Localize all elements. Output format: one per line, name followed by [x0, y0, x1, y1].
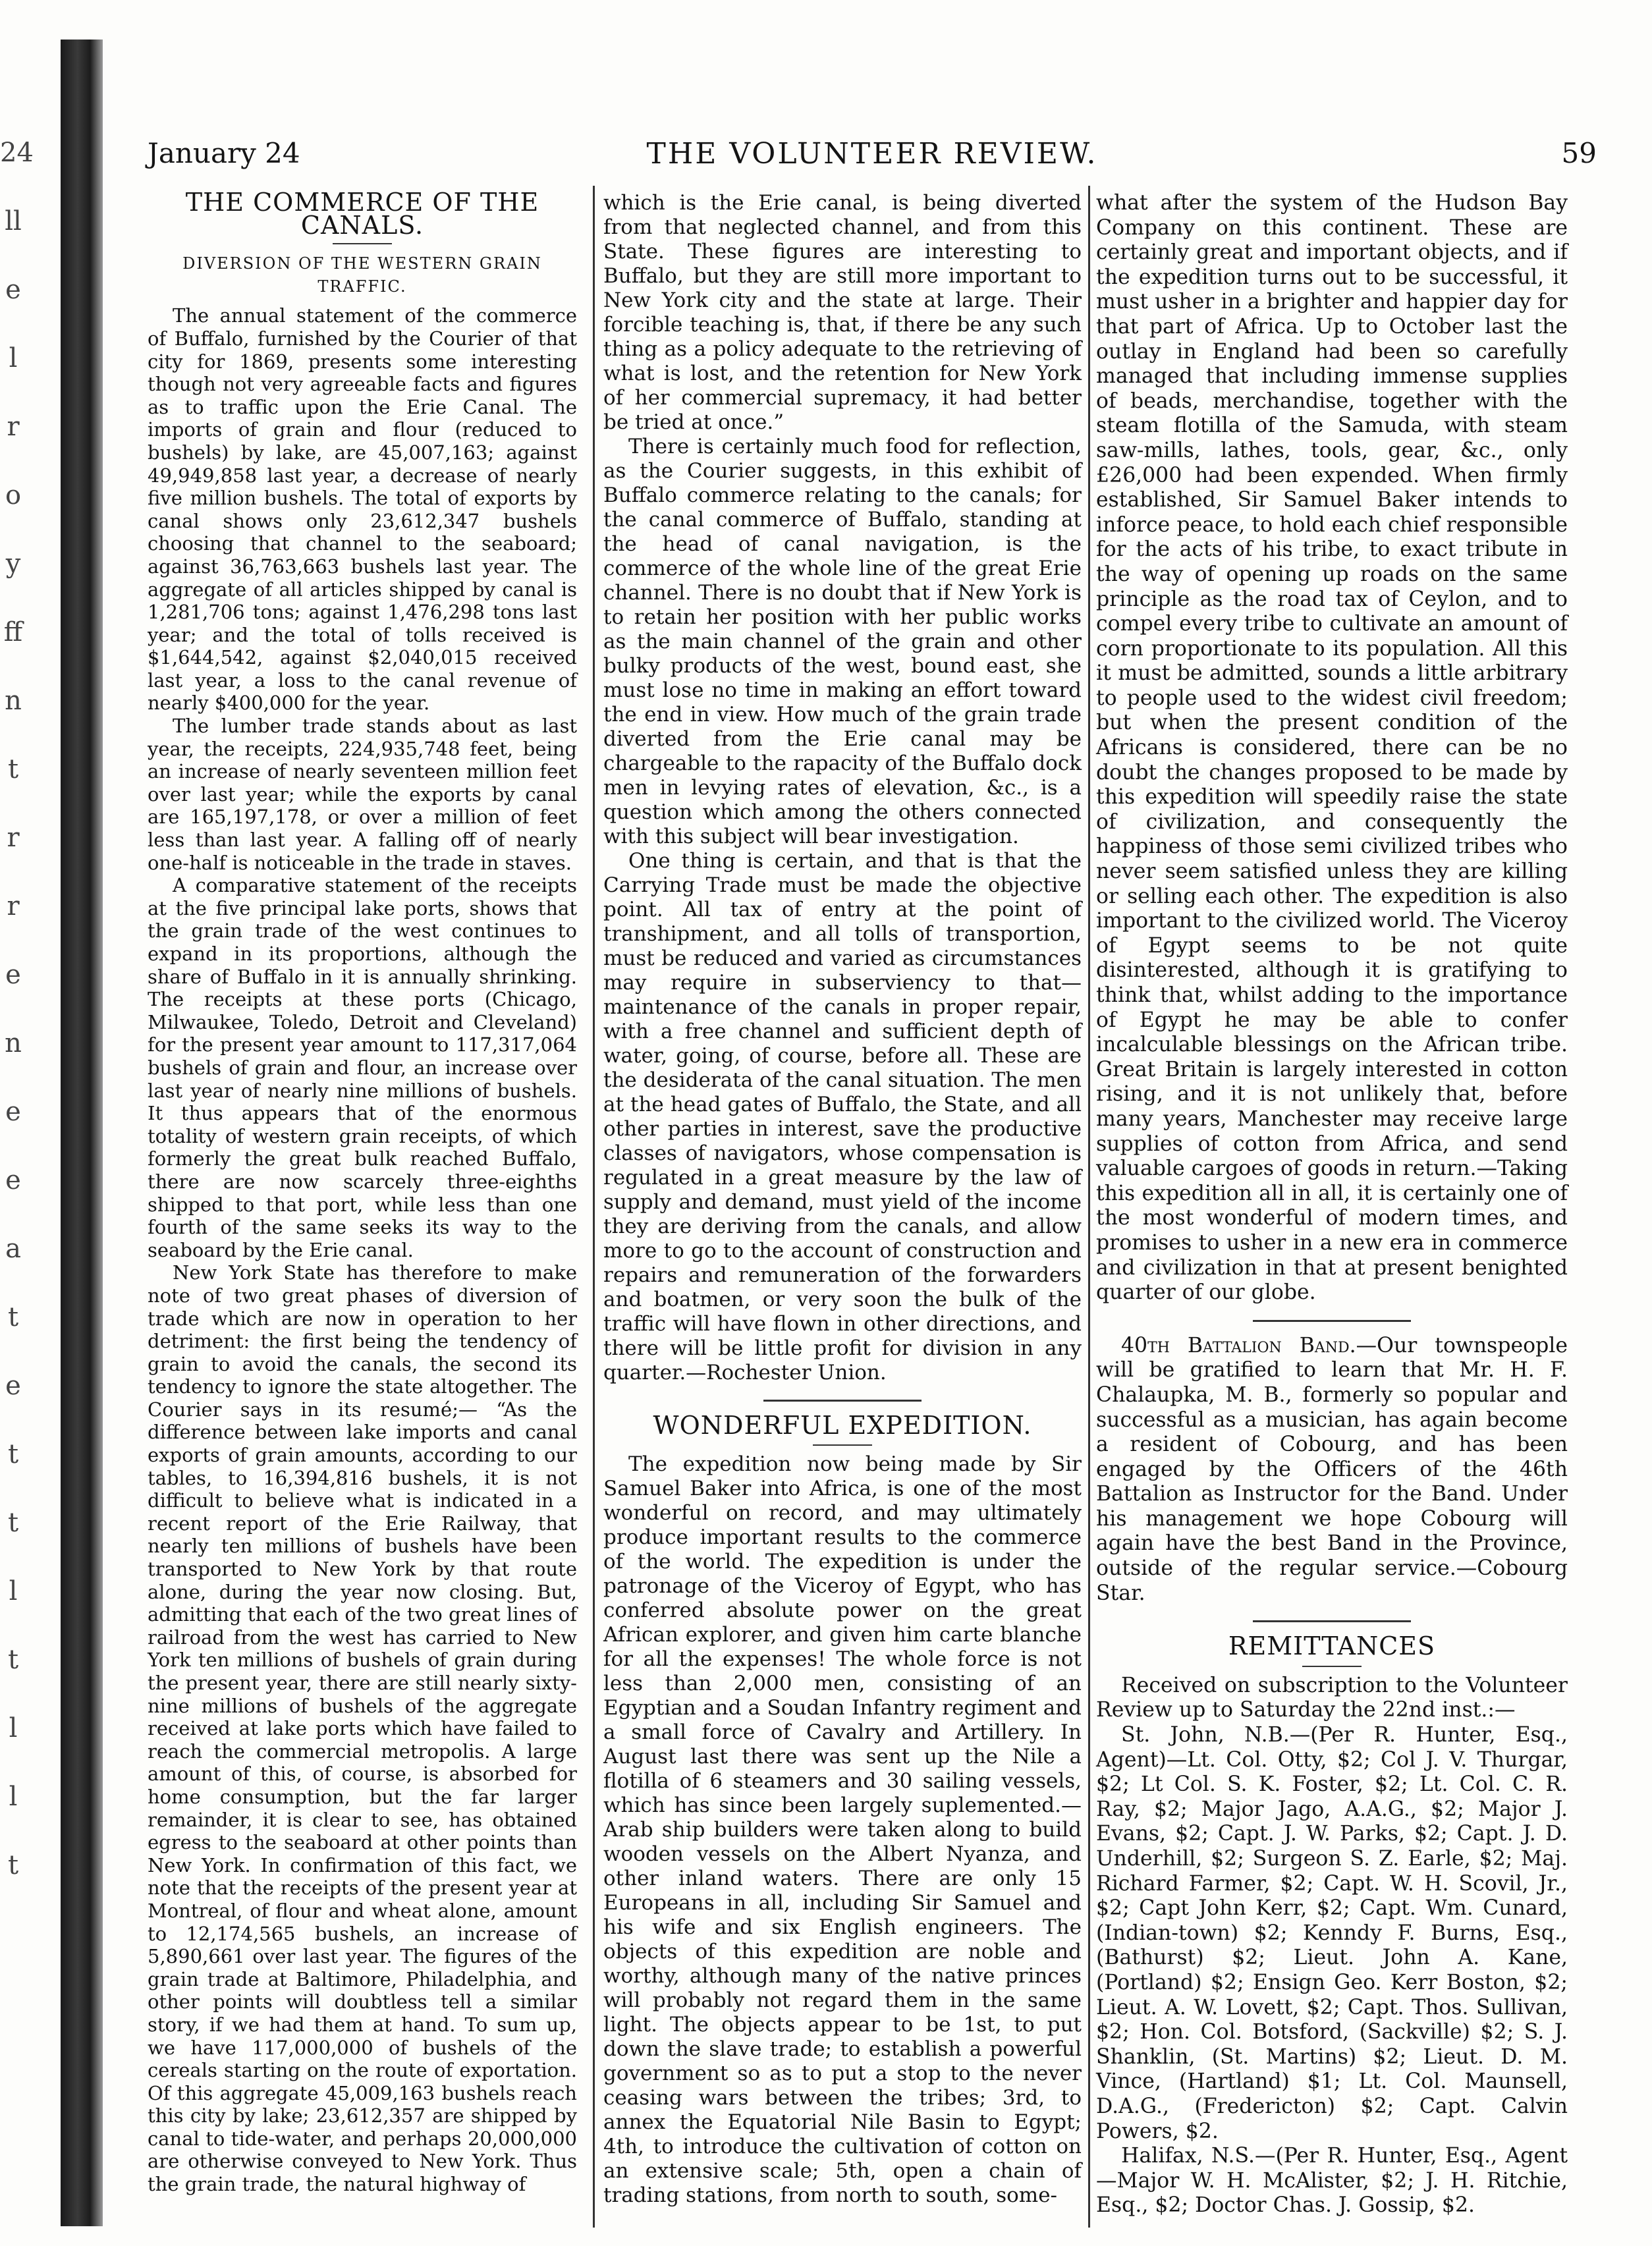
- paragraph: The expedition now being made by Sir Samuel Baker into Africa, is one of the most wonderful on record, and may ultimately produce important results to the commerce of the world. The expedition is under the patronage of the Viceroy of Egypt, who has conferred absolute power on the great African explorer, and given him carte blanche for all the expenses! The whole force is not less than 2,000 men, consisting of an Egyptian and a Soudan Infantry regiment and a small force of Cavalry and Artillery. In August last there was sent up the Nile a flotilla of 6 steamers and 30 sailing vessels, which has since been largely suplemented.—Arab ship builders were taken along to build wooden vessels on the Albert Nyanza, and other inland waters. There are only 15 Europeans in all, including Sir Samuel and his wife and six English engineers. The objects of this expedition are noble and worthy, although many of the native princes will probably not regard them in the same light. The objects appear to be 1st, to put down the slave trade; to establish a powerful government so as to put a stop to the never ceasing wars between the tribes; 3rd, to annex the Equatorial Nile Basin to Egypt; 4th, to introduce the cultivation of cotton on an extensive scale; 5th, open a chain of trading stations, from north to south, some-: [603, 1452, 1082, 2207]
- paragraph: what after the system of the Hudson Bay Company on this continent. These are certainly great and important objects, and if the expedition turns out to be successful, it must usher in a brighter and happier day for that part of Africa. Up to October last the outlay in England had been so carefully managed that including immense supplies of beads, merchandise, together with the steam flotilla of the Samuda, with steam saw-mills, lathes, tools, gear, &c., only £26,000 had been expended. When firmly established, Sir Samuel Baker intends to inforce peace, to hold each chief responsible for the acts of his tribe, to exact tribute in the way of opening up roads on the same principle as the road tax of Ceylon, and to compel every tribe to cultivate an amount of corn proportionate to its population. All this it must be admitted, sounds a little arbitrary to people used to the widest civil freedom; but when the present condition of the Africans is considered, there can be no doubt the changes proposed to be made by this expedition will speedily raise the state of civilization, and consequently the happiness of those semi civilized tribes who never seem satisfied unless they are killing or selling each other. The expedition is also important to the civilized world. The Viceroy of Egypt seems to be not quite disinterested, although it is gratifying to think that, whilst adding to the importance of Egypt he may be able to confer incalculable blessings on the African tribe. Great Britain is largely interested in cotton rising, and it is not unlikely that, before many years, Manchester may receive large supplies of cotton from Africa, and send valuable cargoes of goods in return.—Taking this expedition all in all, it is certainly one of the most wonderful of modern times, and promises to usher in a new era in commerce and civilization in that at present benighted quarter of our globe.: [1096, 191, 1568, 1305]
- edge-fragment: a: [5, 1234, 21, 1264]
- edge-fragment: t: [7, 1645, 19, 1675]
- band-notice: [1096, 1334, 1568, 1606]
- remittances-halifax: Halifax, N.S.—(Per R. Hunter, Esq., Agent—Major W. H. McAlister, $2; J. H. Ritchie, Esq., $2; Doctor Chas. J. Gossip, $2.: [1096, 2144, 1568, 2218]
- page-number: 59: [1561, 137, 1597, 169]
- edge-fragment: 24: [0, 138, 34, 168]
- edge-fragment: n: [5, 686, 22, 716]
- paragraph: New York State has therefore to make note of two great phases of diversion of trade which are now in operation to her detriment: the first being the tendency of grain to avoid the canals, the second its tendency to ignore the state altogether. The Courier says in its resumé;— “As the difference between lake imports and canal exports of grain amounts, according to our tables, to 16,394,816 bushels, it is not difficult to believe what is indicated in a recent report of the Erie Railway, that nearly ten millions of bushels have been transported to New York by that route alone, during the year now closing. But, admitting that each of the two great lines of railroad from the west has carried to New York ten millions of bushels of grain during the present year, there are still nearly sixty-nine millions of bushels of the aggregate received at lake ports which have failed to reach the commercial metropolis. A large amount of this, of course, is absorbed for home consumption, but the far larger remainder, it is clear to see, has obtained egress to the seaboard at other points than New York. In confirmation of this fact, we note that the receipts of the present year at Montreal, of flour and wheat alone, amount to 12,174,565 bushels, an increase of 5,890,661 over last year. The figures of the grain trade at Baltimore, Philadelphia, and other points will doubtless tell a similar story, if we had them at hand. To sum up, we have 117,000,000 of bushels of the cereals starting on the route of exportation. Of this aggregate 45,009,163 bushels reach this city by lake; 23,612,357 are shipped by canal to tide-water, and perhaps 20,000,000 are otherwise conveyed to New York. Thus the grain trade, the natural highway of: [148, 1261, 577, 2196]
- publication-title: THE VOLUNTEER REVIEW.: [646, 137, 1098, 171]
- remittances-st-john: St. John, N.B.—(Per R. Hunter, Esq., Agent)—Lt. Col. Otty, $2; Col J. V. Thurgar, $2; Lt Col. S. K. Foster, $2; Lt. Col. C. R. Ray, $2; Major Jago, A.A.G., $2; Major J. Evans, $2; Capt. J. W. Parks, $2; Capt. J. D. Underhill, $2; Surgeon S. Z. Earle, $2; Maj. Richard Farmer, $2; Capt. W. H. Scovil, Jr., $2; Capt John Kerr, $2; Capt. Wm. Cunard, (Indian-town) $2; Kenndy F. Burns, Esq., (Bathurst) $2; Lieut. John A. Kane, (Portland) $2; Ensign Geo. Kerr Boston, $2; Lieut. A. W. Lovett, $2; Capt. Thos. Sullivan, $2; Hon. Col. Botsford, (Sackville) $2; S. J. Shanklin, (St. Martins) $2; Lieut. D. M. Vince, (Hartland) $1; Lt. Col. Maunsell, D.A.G., (Fredericton) $2; Capt. Calvin Powers, $2.: [1096, 1723, 1568, 2143]
- paragraph: A comparative statement of the receipts at the five principal lake ports, shows that the grain trade of the west continues to expand in its proportions, although the share of Buffalo in it is annually shrinking. The receipts at these ports (Chicago, Milwaukee, Toledo, Detroit and Cleveland) for the present year amount to 117,317,064 bushels of grain and flour, an increase over last year of nearly nine millions of bushels. It thus appears that of the enormous totality of western grain receipts, of which formerly the great bulk reached Buffalo, there are now scarcely three-eighths shipped to that port, while less than one fourth of the same seeks its way to the seaboard by the Erie canal.: [148, 874, 577, 1261]
- article-title-expedition: WONDERFUL EXPEDITION.: [653, 1411, 1032, 1440]
- edge-fragment: ll: [5, 206, 22, 236]
- column-rule: [1088, 186, 1090, 2228]
- remittances-intro: Received on subscription to the Volunteer Review up to Saturday the 22nd inst.:—: [1096, 1673, 1568, 1722]
- edge-fragment: l: [9, 1576, 18, 1606]
- edge-fragment: e: [5, 1097, 21, 1127]
- title-rule: [1302, 1666, 1362, 1667]
- edge-fragment: l: [9, 1713, 18, 1743]
- edge-fragment: r: [7, 891, 20, 921]
- edge-fragment: o: [5, 480, 22, 510]
- title-rule: [333, 243, 392, 244]
- adjacent-page-edge: [0, 119, 34, 1900]
- section-divider: [1253, 1320, 1411, 1322]
- edge-fragment: e: [5, 960, 21, 990]
- edge-fragment: ff: [3, 617, 23, 647]
- issue-date: January 24: [148, 137, 300, 169]
- band-notice-text: —Our townspeople will be gratified to learn that Mr. H. F. Chalaupka, M. B., formerly so popular and successful as a musician, has again become a resident of Cobourg, and has been engaged by the Officers of the 46th Battalion as Instructor for the Band. Under his management we hope Cobourg will again have the best Band in the Province, outside of the regular service.—Cobourg Star.: [1096, 1333, 1568, 1605]
- section-divider: [1253, 1620, 1411, 1622]
- edge-fragment: t: [7, 1508, 19, 1538]
- article-subtitle: DIVERSION OF THE WESTERN GRAIN TRAFFIC.: [182, 254, 542, 296]
- article-title-commerce: THE COMMERCE OF THE CANALS.: [185, 188, 539, 240]
- edge-fragment: l: [9, 1782, 18, 1812]
- column-3: [1096, 191, 1568, 2218]
- edge-fragment: t: [7, 754, 19, 784]
- edge-fragment: l: [9, 343, 18, 373]
- title-rule: [813, 1444, 872, 1446]
- column-2: [603, 191, 1082, 2208]
- paragraph: The lumber trade stands about as last year, the receipts, 224,935,748 feet, being an increase of nearly seventeen million feet over last year; while the exports by canal are 165,197,178, or over a million of feet less than last year. A falling off of nearly one-half is noticeable in the trade in staves.: [148, 715, 577, 874]
- section-divider: [763, 1400, 922, 1402]
- edge-fragment: e: [5, 275, 21, 305]
- column-1: [148, 188, 577, 2196]
- edge-fragment: t: [7, 1302, 19, 1332]
- edge-fragment: e: [5, 1371, 21, 1401]
- binding-spine: [61, 40, 103, 2226]
- band-notice-heading: 40th Battalion Band.: [1121, 1333, 1356, 1357]
- edge-fragment: t: [7, 1439, 19, 1469]
- remittances-title: REMITTANCES: [1228, 1631, 1436, 1661]
- paragraph: which is the Erie canal, is being diverted from that neglected channel, and from this State. These figures are interesting to Buffalo, but they are still more important to New York city and the state at large. Their forcible teaching is, that, if there be any such thing as a policy adequate to the retrieving of what is lost, and the retention for New York of her commercial supremacy, it had better be tried at once.”: [603, 191, 1082, 434]
- edge-fragment: r: [7, 823, 20, 853]
- paragraph: There is certainly much food for reflection, as the Courier suggests, in this exhibit of Buffalo commerce relating to the canals; for the canal commerce of Buffalo, standing at the head of canal navigation, is the commerce of the whole line of the great Erie channel. There is no doubt that if New York is to retain her position with her public works as the main channel of the grain and other bulky products of the west, bound east, she must lose no time in making an effort toward the end in view. How much of the grain trade diverted from the Erie canal may be chargeable to the rapacity of the Buffalo dock men in levying rates of elevation, &c., is a question which among the others connected with this subject will bear investigation.: [603, 435, 1082, 848]
- column-rule: [593, 186, 595, 2228]
- page-header: [148, 137, 1597, 183]
- edge-fragment: r: [7, 412, 20, 442]
- paragraph: The annual statement of the commerce of Buffalo, furnished by the Courier of that city for 1869, presents some interesting though not very agreeable facts and figures as to traffic upon the Erie Canal. The imports of grain and flour (reduced to bushels) by lake, are 45,007,163; against 49,949,858 last year, a decrease of nearly five million bushels. The total of exports by canal shows only 23,612,347 bushels choosing that channel to the seaboard; against 36,763,663 bushels last year. The aggregate of all articles shipped by canal is 1,281,706 tons; against 1,476,298 tons last year; and the total of tolls received is $1,644,542, against $2,040,015 received last year, a loss to the canal revenue of nearly $400,000 for the year.: [148, 304, 577, 715]
- edge-fragment: t: [7, 1850, 19, 1880]
- edge-fragment: e: [5, 1165, 21, 1195]
- paragraph: One thing is certain, and that is that the Carrying Trade must be made the objective point. All tax of entry at the point of transhipment, and all tolls of transportion, must be reduced and varied as circumstances may require in subserviency to that—maintenance of the canals in proper repair, with a free channel and sufficient depth of water, going, of course, before all. These are the desiderata of the canal situation. The men at the head gates of Buffalo, the State, and all other parties in interest, save the productive classes of navigators, whose compensation is regulated in a great measure by the law of supply and demand, must yield of the income they are deriving from the canals, and allow more to go to the account of construction and repairs and remuneration of the forwarders and boatmen, or very soon the bulk of the traffic will have flown in other directions, and there will be little profit for division in any quarter.—Rochester Union.: [603, 849, 1082, 1384]
- edge-fragment: n: [5, 1028, 22, 1058]
- edge-fragment: y: [5, 549, 21, 579]
